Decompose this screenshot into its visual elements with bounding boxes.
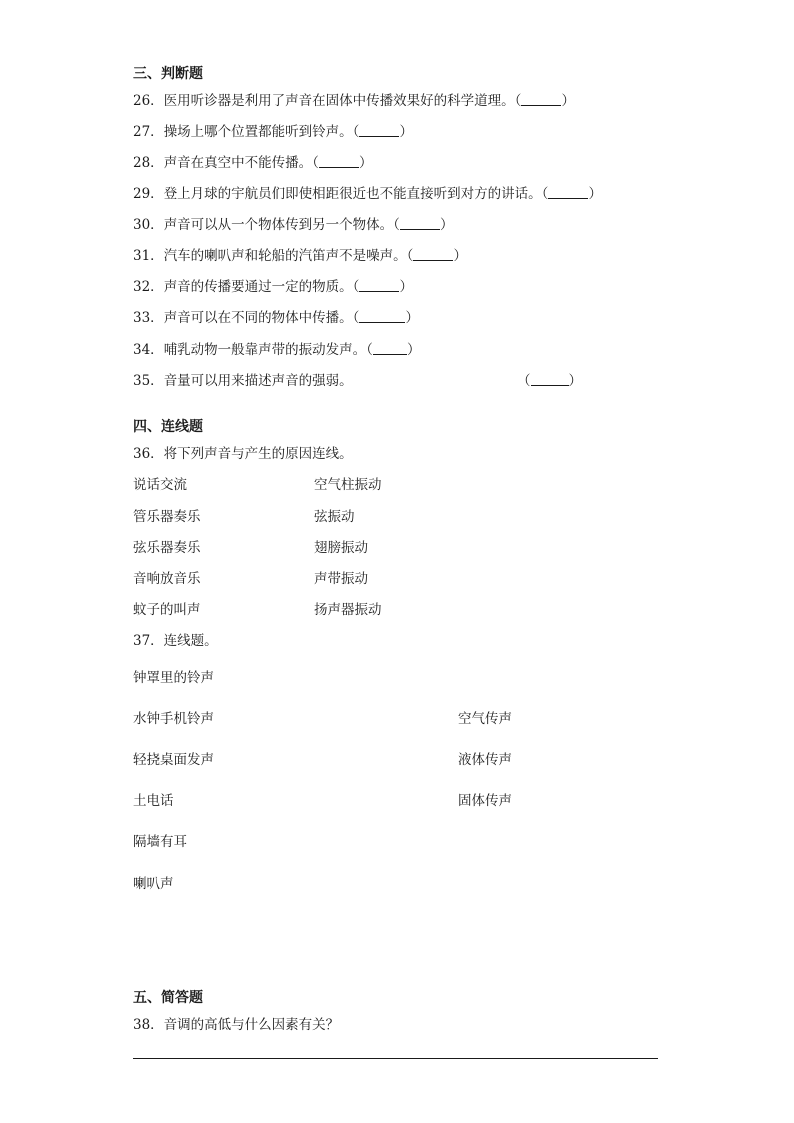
question-text: 声音在真空中不能传播。（ bbox=[163, 155, 319, 171]
q37-left-item[interactable]: 土电话 bbox=[133, 793, 174, 809]
question-text: 音量可以用来描述声音的强弱。 bbox=[163, 373, 353, 389]
question-number: 34． bbox=[133, 342, 164, 358]
question-31 bbox=[133, 244, 467, 264]
answer-blank[interactable] bbox=[521, 93, 561, 106]
q36-right-item[interactable]: 扬声器振动 bbox=[314, 602, 382, 618]
close-paren: ） bbox=[358, 155, 373, 171]
q36-right-item[interactable]: 翅膀振动 bbox=[314, 540, 368, 556]
answer-blank[interactable] bbox=[548, 186, 588, 199]
close-paren: ） bbox=[588, 186, 602, 202]
question-text: 声音可以从一个物体传到另一个物体。（ bbox=[163, 217, 400, 233]
question-number: 31． bbox=[133, 248, 164, 264]
section-3-title: 三、判断题 bbox=[133, 66, 203, 82]
q36-right-item[interactable]: 声带振动 bbox=[314, 571, 368, 587]
question-36-stem: 36．将下列声音与产生的原因连线。 bbox=[133, 446, 353, 462]
answer-line[interactable] bbox=[133, 1058, 658, 1059]
answer-blank[interactable] bbox=[531, 373, 569, 386]
q37-right-item[interactable]: 空气传声 bbox=[458, 711, 512, 727]
q36-left-item[interactable]: 蚊子的叫声 bbox=[133, 602, 201, 618]
question-27 bbox=[133, 120, 413, 140]
question-number: 26． bbox=[133, 93, 164, 109]
answer-blank[interactable] bbox=[373, 342, 407, 355]
close-paren: ） bbox=[405, 310, 419, 326]
question-text: 哺乳动物一般靠声带的振动发声。（ bbox=[163, 342, 373, 358]
answer-blank[interactable] bbox=[359, 124, 399, 137]
question-38: 38．音调的高低与什么因素有关？ bbox=[133, 1017, 340, 1033]
question-30 bbox=[133, 213, 453, 233]
q37-left-item[interactable]: 水钟手机铃声 bbox=[133, 711, 214, 727]
question-text: 声音可以在不同的物体中传播。（ bbox=[163, 310, 360, 326]
q36-left-item[interactable]: 管乐器奏乐 bbox=[133, 509, 201, 525]
answer-blank[interactable] bbox=[400, 217, 440, 230]
question-text: 登上月球的宇航员们即使相距很近也不能直接听到对方的讲话。（ bbox=[163, 186, 549, 202]
q36-right-item[interactable]: 弦振动 bbox=[314, 509, 355, 525]
question-33 bbox=[133, 306, 419, 326]
question-37-stem: 37．连线题。 bbox=[133, 633, 218, 649]
close-paren: ） bbox=[561, 93, 575, 109]
question-number: 28． bbox=[133, 155, 164, 171]
q36-left-item[interactable]: 音响放音乐 bbox=[133, 571, 201, 587]
close-paren: ） bbox=[406, 342, 421, 358]
q37-left-item[interactable]: 轻挠桌面发声 bbox=[133, 752, 214, 768]
section-4-title: 四、连线题 bbox=[133, 419, 203, 435]
q36-left-item[interactable]: 说话交流 bbox=[133, 477, 187, 493]
question-text: 声音的传播要通过一定的物质。（ bbox=[163, 279, 360, 295]
q37-right-item[interactable]: 液体传声 bbox=[458, 752, 512, 768]
question-text: 医用听诊器是利用了声音在固体中传播效果好的科学道理。（ bbox=[163, 93, 522, 109]
question-35 bbox=[133, 369, 353, 389]
q37-right-item[interactable]: 固体传声 bbox=[458, 793, 512, 809]
question-number: 29． bbox=[133, 186, 164, 202]
answer-blank[interactable] bbox=[359, 310, 405, 323]
close-paren: ） bbox=[399, 124, 413, 140]
question-29 bbox=[133, 182, 602, 202]
question-34 bbox=[133, 338, 420, 358]
close-paren: ） bbox=[439, 217, 454, 233]
question-number: 27． bbox=[133, 124, 164, 140]
open-paren: （ bbox=[517, 373, 531, 389]
q37-left-item[interactable]: 钟罩里的铃声 bbox=[133, 670, 214, 686]
section-5-title: 五、简答题 bbox=[133, 990, 203, 1006]
question-28 bbox=[133, 151, 372, 171]
q37-left-item[interactable]: 喇叭声 bbox=[133, 876, 174, 892]
answer-blank[interactable] bbox=[319, 155, 359, 168]
q37-left-item[interactable]: 隔墙有耳 bbox=[133, 834, 187, 850]
question-26 bbox=[133, 89, 575, 109]
question-number: 30． bbox=[133, 217, 164, 233]
close-paren: ） bbox=[453, 248, 467, 264]
q36-left-item[interactable]: 弦乐器奏乐 bbox=[133, 540, 201, 556]
question-text: 操场上哪个位置都能听到铃声。（ bbox=[163, 124, 360, 140]
q36-right-item[interactable]: 空气柱振动 bbox=[314, 477, 382, 493]
answer-blank[interactable] bbox=[413, 248, 453, 261]
question-32 bbox=[133, 275, 413, 295]
question-text: 汽车的喇叭声和轮船的汽笛声不是噪声。（ bbox=[163, 248, 414, 264]
answer-blank[interactable] bbox=[359, 279, 399, 292]
question-number: 32． bbox=[133, 279, 164, 295]
question-number: 35． bbox=[133, 373, 164, 389]
close-paren: ） bbox=[399, 279, 413, 295]
close-paren: ） bbox=[568, 373, 582, 389]
question-35-answer bbox=[517, 369, 582, 389]
question-number: 33． bbox=[133, 310, 164, 326]
